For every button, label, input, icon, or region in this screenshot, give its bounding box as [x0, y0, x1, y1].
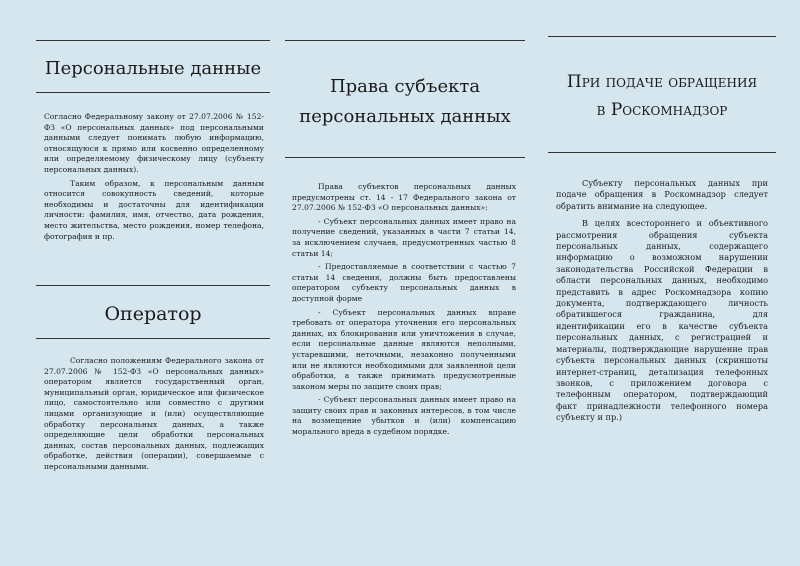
appeal-paragraph-2: В целях всестороннего и объективного рассмотрения обращения субъекта персональных данных, содержащего информацию о возможном нарушении законодательства Российской Федерации в области персональных данных, необходимо представить в адрес Роскомнадзора копию документа, подтверждающего личность обратившегося гражданина, для идентификации его в качестве субъекта персональных данных, с регистрацией и материалы, подтверждающие нарушение прав субъекта персональных данных (скриншоты интернет-страниц, детализация телефонных звонков, с приложением договора с телефонным оператором, подтверждающий факт принадлежности телефонного номера субъекту и пр.): [556, 218, 768, 423]
appeal-title: [548, 68, 776, 124]
appeal-title-line-2: в Роскомнадзор: [596, 100, 728, 120]
subject-rights-title: [285, 72, 525, 132]
appeal-paragraph-1: Субъекту персональных данных при подаче обращения в Роскомнадзор следует обратить внимание на следующее.: [556, 178, 768, 211]
subject-rights-item-2: - Предоставляемые в соответствии с частью 7 статьи 14 сведения, должны быть предоставлены оператором субъекту персональных данных в доступной форме: [292, 262, 516, 303]
top-divider: [285, 40, 525, 41]
subject-rights-body: [292, 182, 516, 441]
section-divider: [36, 285, 270, 286]
subject-rights-intro: Права субъектов персональных данных предусмотрены ст. 14 - 17 Федерального закона от 27.07.2006 № 152-ФЗ «О персональных данных»:: [292, 182, 516, 213]
operator-paragraph: Согласно положениям Федерального закона от 27.07.2006 № 152-ФЗ «О персональных данных» оператором является государственный орган, муниципальный орган, юридическое или физическое лицо, самостоятельно или совместно с другими лицами организующие и (или) осуществляющие обработку персональных данных, а также определяющие цели обработки персональных данных, состав персональных данных, подлежащих обработке, действия (операции), совершаемые с персональными данными.: [44, 356, 264, 471]
title-divider: [36, 92, 270, 93]
operator-title: Оператор: [104, 303, 202, 325]
operator-body: [44, 356, 264, 476]
subject-rights-item-4: - Субъект персональных данных имеет право на защиту своих прав и законных интересов, в том числе на возмещение убытков и (или) компенсацию морального вреда в судебном порядке.: [292, 395, 516, 437]
subject-rights-title-line-2: персональных данных: [299, 106, 511, 127]
personal-data-paragraph-1: Согласно Федеральному закону от 27.07.2006 № 152-ФЗ «О персональных данных» под персональными данными следует понимать любую информацию, относящуюся к прямо или косвенно определенному или определяемому физическому лицу (субъекту персональных данных).: [44, 112, 264, 174]
subject-rights-item-1: - Субъект персональных данных имеет право на получение сведений, указанных в части 7 статьи 14, за исключением случаев, предусмотренных частью 8 статьи 14;: [292, 216, 516, 258]
top-divider: [548, 36, 776, 37]
appeal-body: [556, 178, 768, 427]
subject-rights-title-line-1: Права субъекта: [329, 76, 481, 97]
personal-data-body: [44, 112, 264, 245]
appeal-title-line-1: При подаче обращения: [566, 72, 758, 92]
operator-divider: [36, 338, 270, 339]
title-divider: [548, 152, 776, 153]
personal-data-title: Персональные данные: [44, 58, 262, 79]
personal-data-paragraph-2: Таким образом, к персональным данным относится совокупность сведений, которые необходимы и достаточны для идентификации личности: фамилия, имя, отчество, дата рождения, место жительства, место рождения, номер телефона, фотография и пр.: [44, 178, 264, 241]
subject-rights-item-3: - Субъект персональных данных вправе требовать от оператора уточнения его персональных данных, их блокирования или уничтожения в случае, если персональные данные являются неполными, устаревшими, неточными, незаконно полученными или не являются необходимыми для заявленной цели обработки, а также принимать предусмотренные законом меры по защите своих прав;: [292, 307, 516, 391]
top-divider: [36, 40, 270, 41]
title-divider: [285, 157, 525, 158]
